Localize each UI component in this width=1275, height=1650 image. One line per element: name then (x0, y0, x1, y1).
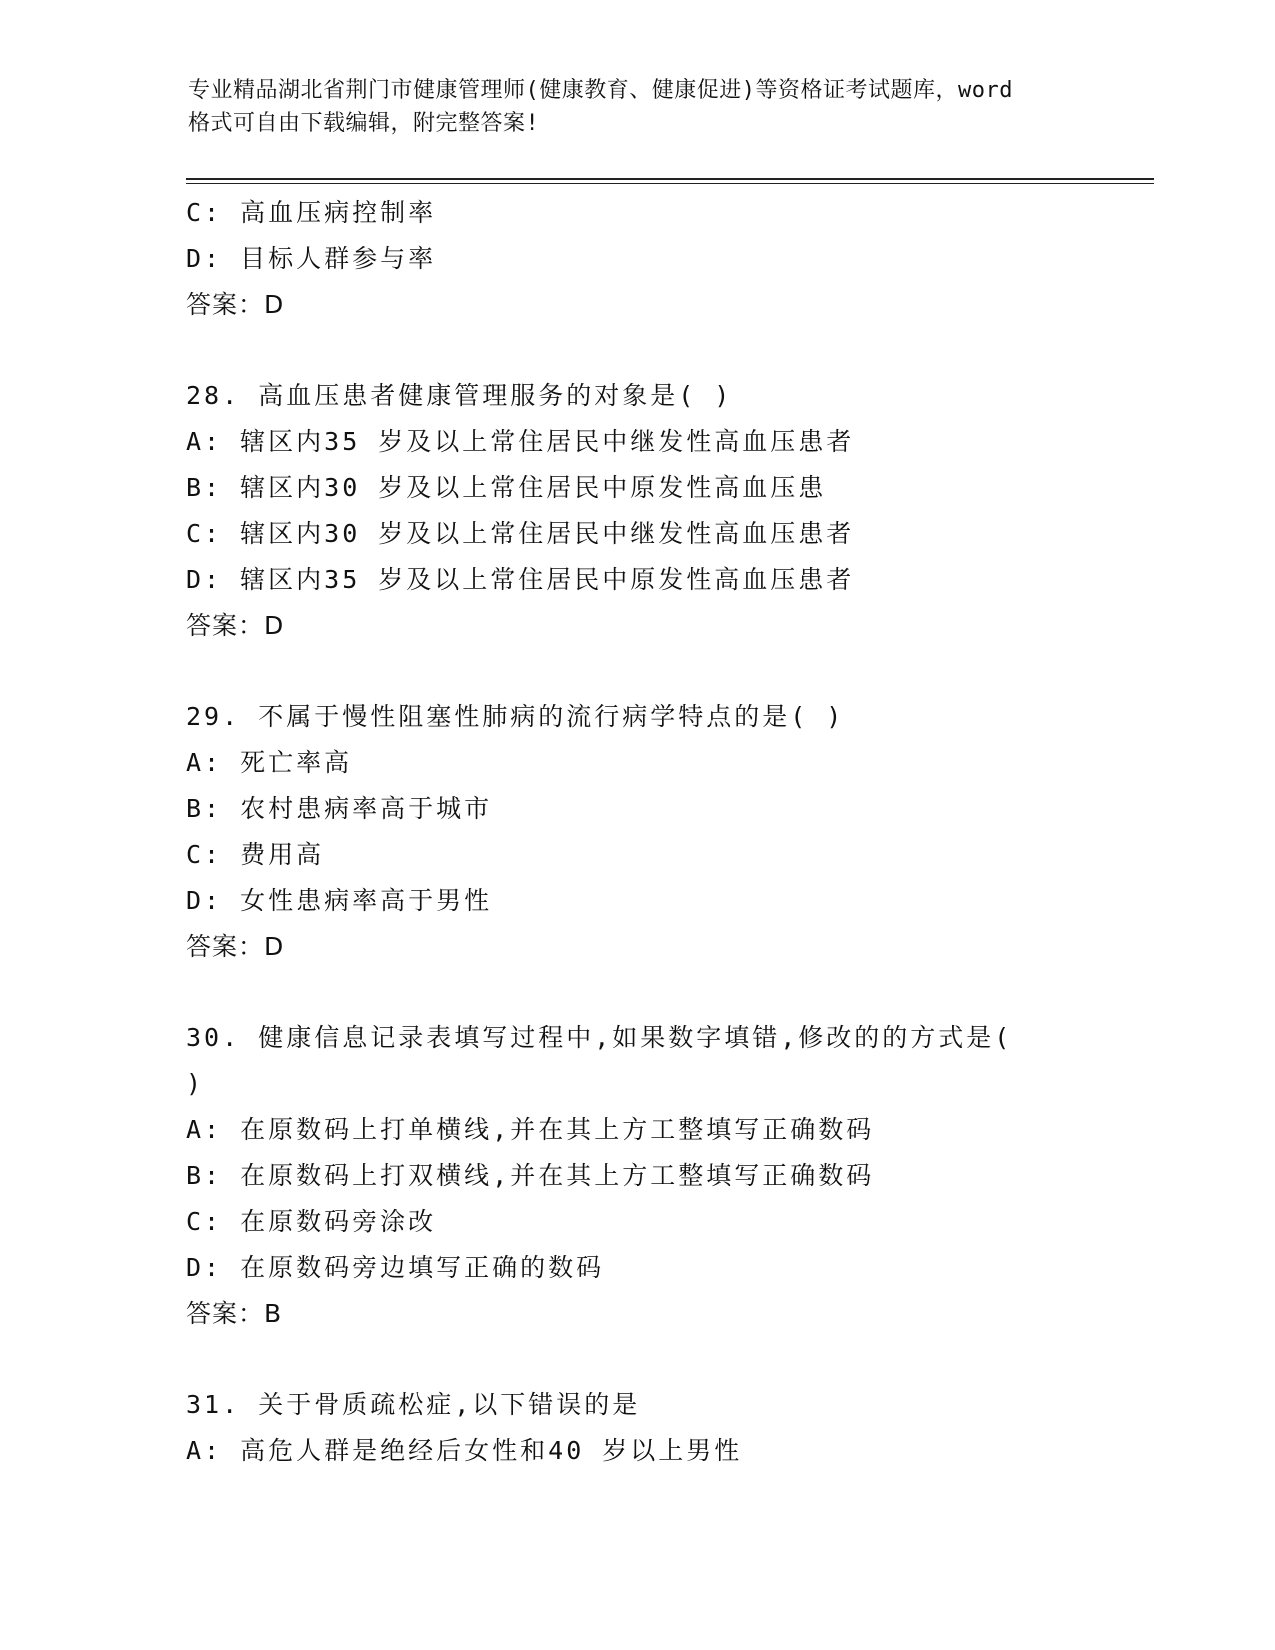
option-c: C: 高血压病控制率 (186, 198, 437, 227)
header-line-1: 专业精品湖北省荆门市健康管理师(健康教育、健康促进)等资格证考试题库，word (188, 78, 1013, 103)
question-31 (186, 1382, 1146, 1474)
header-divider-thin (186, 183, 1154, 184)
option-d: D: 目标人群参与率 (186, 244, 437, 273)
option-a: A: 在原数码上打单横线,并在其上方工整填写正确数码 (186, 1115, 875, 1144)
header-divider-thick (186, 178, 1154, 180)
option-c: C: 在原数码旁涂改 (186, 1207, 437, 1236)
option-d: D: 女性患病率高于男性 (186, 886, 493, 915)
option-b: B: 农村患病率高于城市 (186, 794, 493, 823)
question-text: 29. 不属于慢性阻塞性肺病的流行病学特点的是( ) (186, 702, 845, 731)
answer: 答案：B (186, 1299, 283, 1328)
document-header (188, 74, 1088, 140)
question-text-line-2: ) (186, 1069, 205, 1098)
question-list (186, 190, 1146, 1474)
question-28 (186, 373, 1146, 649)
option-d: D: 辖区内35 岁及以上常住居民中原发性高血压患者 (186, 565, 855, 594)
option-b: B: 在原数码上打双横线,并在其上方工整填写正确数码 (186, 1161, 875, 1190)
option-a: A: 辖区内35 岁及以上常住居民中继发性高血压患者 (186, 427, 855, 456)
answer: 答案：D (186, 932, 285, 961)
question-29 (186, 694, 1146, 970)
question-text: 31. 关于骨质疏松症,以下错误的是 (186, 1390, 641, 1419)
option-a: A: 高危人群是绝经后女性和40 岁以上男性 (186, 1436, 743, 1465)
question-30 (186, 1015, 1146, 1337)
header-line-2: 格式可自由下载编辑，附完整答案! (188, 111, 540, 136)
question-text: 28. 高血压患者健康管理服务的对象是( ) (186, 381, 733, 410)
answer: 答案：D (186, 611, 285, 640)
question-partial (186, 190, 1146, 328)
option-b: B: 辖区内30 岁及以上常住居民中原发性高血压患 (186, 473, 827, 502)
question-text-line-1: 30. 健康信息记录表填写过程中,如果数字填错,修改的的方式是( (186, 1023, 1013, 1052)
answer: 答案：D (186, 290, 285, 319)
option-c: C: 费用高 (186, 840, 325, 869)
option-a: A: 死亡率高 (186, 748, 353, 777)
option-c: C: 辖区内30 岁及以上常住居民中继发性高血压患者 (186, 519, 855, 548)
option-d: D: 在原数码旁边填写正确的数码 (186, 1253, 605, 1282)
